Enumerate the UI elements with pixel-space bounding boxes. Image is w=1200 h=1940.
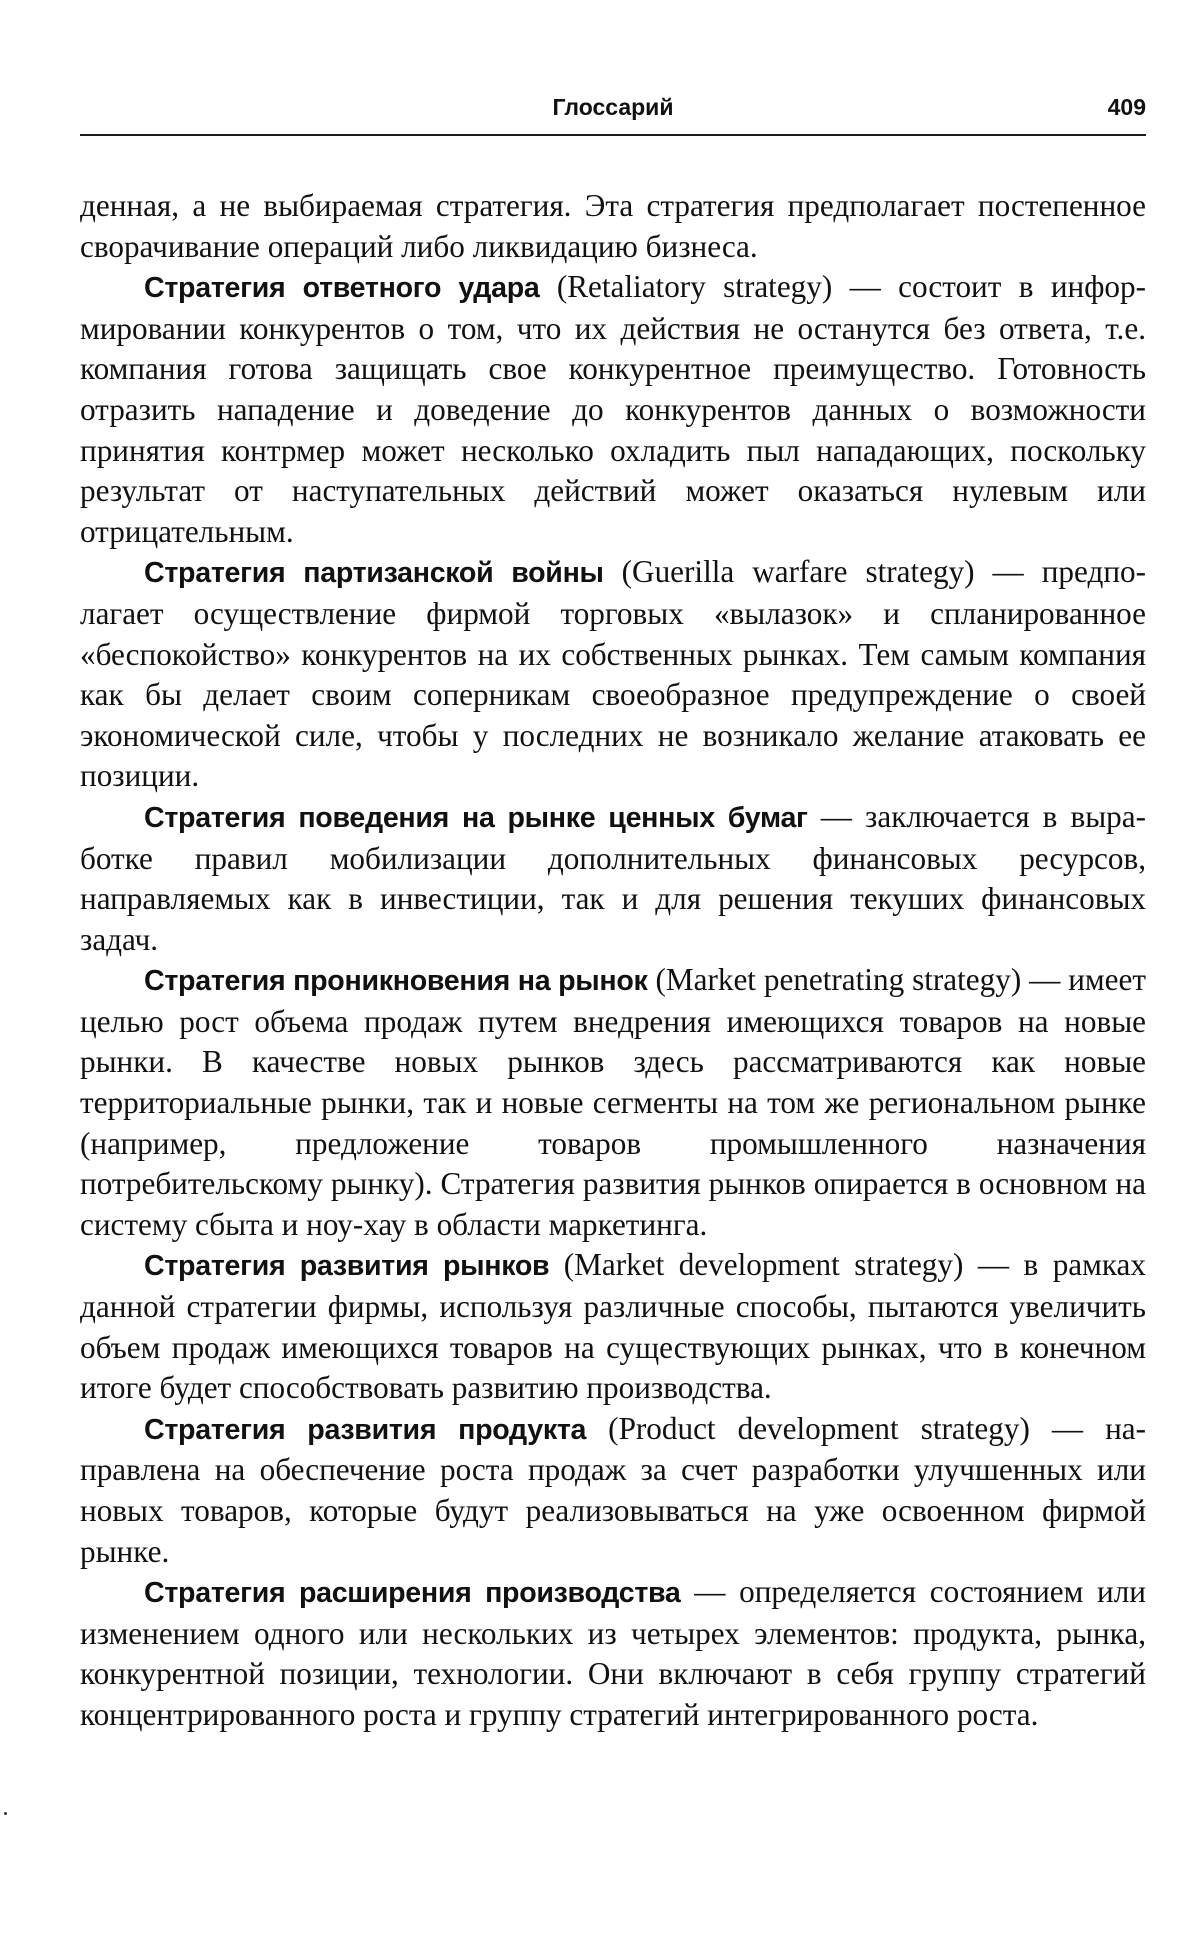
entry-body: — в рамках данной стратегии фирмы, используя различные способы, пытаются увеличить объем продаж имеющихся товаров на существующих рынках, что в конечном итоге будет способствовать развитию производства. <box>80 1247 1146 1406</box>
entry-term: Стратегия развития продукта <box>144 1413 587 1446</box>
entry-term: Стратегия ответного удара <box>144 272 540 305</box>
entry-body: — определяется состоянием или изменением одного или нескольких из четырех элементов: продукта, рынка, конкурентной позиции, технологии. Они включают в себя группу стратегий концентрированного роста и группу стратегий интегрированного роста. <box>80 1574 1146 1732</box>
glossary-entry-retaliatory <box>80 267 1146 552</box>
entry-term: Стратегия проникновения на рынок <box>144 965 648 998</box>
entry-english: (Market penetrating strategy) <box>647 962 1022 998</box>
scan-speck <box>4 1812 7 1815</box>
entry-term: Стратегия развития рынков <box>144 1250 550 1283</box>
glossary-entry-securities <box>80 797 1146 960</box>
entry-body: — состоит в информировании конкурентов о том, что их действия не останутся без ответа, т.е. компания готова защищать свое конкурентное преимущество. Готовность отразить нападение и доведение до конкурентов данных о возможности принятия контрмер может несколько охладить пыл нападающих, поскольку результат от наступательных действий может оказаться нулевым или отрицательным. <box>80 269 1146 549</box>
entry-term: Стратегия расширения производства <box>144 1577 681 1610</box>
glossary-entry-guerilla <box>80 552 1146 797</box>
entry-body: — предполагает осуществление фирмой торговых «вылазок» и спланированное «беспокойство» конкурентов на их собственных рынках. Тем самым компания как бы делает своим соперникам своеобразное предупреждение о своей экономической силе, чтобы у последних не возникало желание атаковать ее позиции. <box>80 554 1147 794</box>
glossary-entry-production-expansion <box>80 1572 1146 1735</box>
glossary-entry-product-development <box>80 1409 1146 1572</box>
entry-body: — имеет целью рост объема продаж путем внедрения имеющихся товаров на новые рынки. В качестве новых рынков здесь рассматриваются как новые территориальные рынки, так и новые сегменты на том же региональном рынке (например, предложение товаров промышленного назначения потребительскому рынку). Стратегия развития рынков опирается в основном на систему сбыта и ноу-хау в области маркетинга. <box>80 962 1146 1242</box>
entry-term: Стратегия поведения на рынке ценных бумаг <box>144 801 808 834</box>
entry-term: Стратегия партизанской войны <box>144 557 604 590</box>
glossary-text <box>80 186 1146 1736</box>
entry-body: денная, а не выбираемая стратегия. Эта стратегия предполагает постепенное сворачивание операций либо ликвидацию бизнеса. <box>80 188 1146 264</box>
glossary-entry-market-penetration <box>80 960 1146 1245</box>
glossary-entry-market-development <box>80 1245 1146 1408</box>
entry-body: — заключается в выработке правил мобилизации дополнительных финансовых ресурсов, направляемых как в инвестиции, так и для решения текуших финансовых задач. <box>80 798 1146 957</box>
running-header <box>80 94 1146 136</box>
glossary-entry-continued <box>80 186 1146 267</box>
entry-english: (Guerilla warfare strategy) <box>603 554 975 590</box>
entry-english: (Retaliatory strategy) <box>539 269 833 305</box>
page-number: 409 <box>1107 94 1146 120</box>
entry-english: (Product development strategy) <box>586 1410 1030 1446</box>
running-title: Глоссарий <box>552 94 674 120</box>
entry-english: (Market development strategy) <box>549 1247 964 1283</box>
entry-body: — направлена на обеспечение роста продаж за счет разработки улучшенных или новых товаров, которые будут реализовываться на уже освоенном фирмой рынке. <box>80 1410 1147 1569</box>
